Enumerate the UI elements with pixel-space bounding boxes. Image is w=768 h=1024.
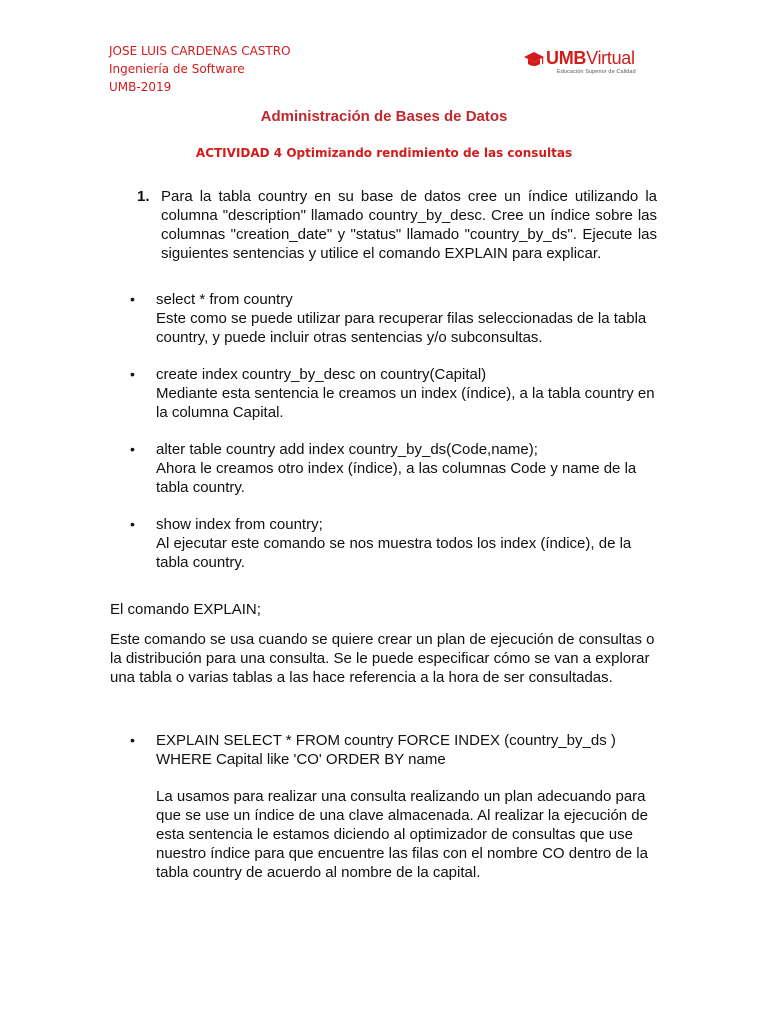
bullet-icon: • [130,291,135,307]
bullet-icon: • [130,366,135,382]
program-name: Ingeniería de Software [109,62,245,76]
bullet-description: Al ejecutar este comando se nos muestra todos los index (índice), de la tabla country. [156,535,632,571]
institution-year: UMB-2019 [109,80,172,94]
bullet-icon: • [130,732,135,748]
document-title: Administración de Bases de Datos [260,108,508,125]
bullet-description: Ahora le creamos otro index (índice), a las columnas Code y name de la tabla country. [156,460,637,496]
list-item [130,515,666,572]
item-text: Para la tabla country en su base de datos cree un índice utilizando la columna "description" llamado country_by_desc. Cree un índice sobre las columnas "creation_date" y "status" llamado "country_by_ds". Ejecute las siguientes sentencias y utilice el comando EXPLAIN para explicar. [161,188,657,262]
explain-heading: El comando EXPLAIN; [110,601,261,618]
list-item [130,290,666,347]
bullet-description: Mediante esta sentencia le creamos un index (índice), a la tabla country en la columna Capital. [156,385,655,421]
bullet-command: alter table country add index country_by_ds(Code,name); [156,441,538,458]
bullet-description: Este como se puede utilizar para recuperar filas seleccionadas de la tabla country, y puede incluir otras sentencias y/o subconsultas. [156,310,647,346]
logo-wordmark [546,48,635,68]
author-block [109,42,291,96]
list-item [130,731,666,882]
item-number: 1. [137,188,150,205]
explain-paragraph: Este comando se usa cuando se quiere crear un plan de ejecución de consultas o la distribución para una consulta. Se le puede especificar cómo se van a explorar una tabla o varias tablas a las hace referencia a la hora de ser consultadas. [110,631,655,686]
bullet-list [130,290,666,590]
bullet-description: La usamos para realizar una consulta realizando un plan adecuando para que se use un índice de una clave almacenada. Al realizar la ejecución de esta sentencia le estamos diciendo al optimizador de consultas que use nuestro índice para que encuentre las filas con el nombre CO dentro de la tabla country de acuerdo al nombre de la capital. [156,788,648,881]
logo-word-light: Virtual [586,48,635,68]
bullet-command: EXPLAIN SELECT * FROM country FORCE INDEX (country_by_ds ) WHERE Capital like 'CO' ORDER BY name [156,732,616,768]
bullet-command: select * from country [156,291,293,308]
bullet-command: create index country_by_desc on country(Capital) [156,366,487,383]
bullet-icon: • [130,441,135,457]
bullet-icon: • [130,516,135,532]
activity-subtitle: ACTIVIDAD 4 Optimizando rendimiento de las consultas [195,146,573,160]
list-item [130,365,666,422]
bullet-command: show index from country; [156,516,323,533]
logo-word-bold: UMB [546,48,587,68]
umb-virtual-logo [524,48,650,80]
author-name: JOSE LUIS CARDENAS CASTRO [109,44,291,58]
logo-tagline: Educación Superior de Calidad [557,69,636,75]
list-item [130,440,666,497]
graduation-cap-icon [524,51,544,69]
numbered-item [137,187,657,263]
